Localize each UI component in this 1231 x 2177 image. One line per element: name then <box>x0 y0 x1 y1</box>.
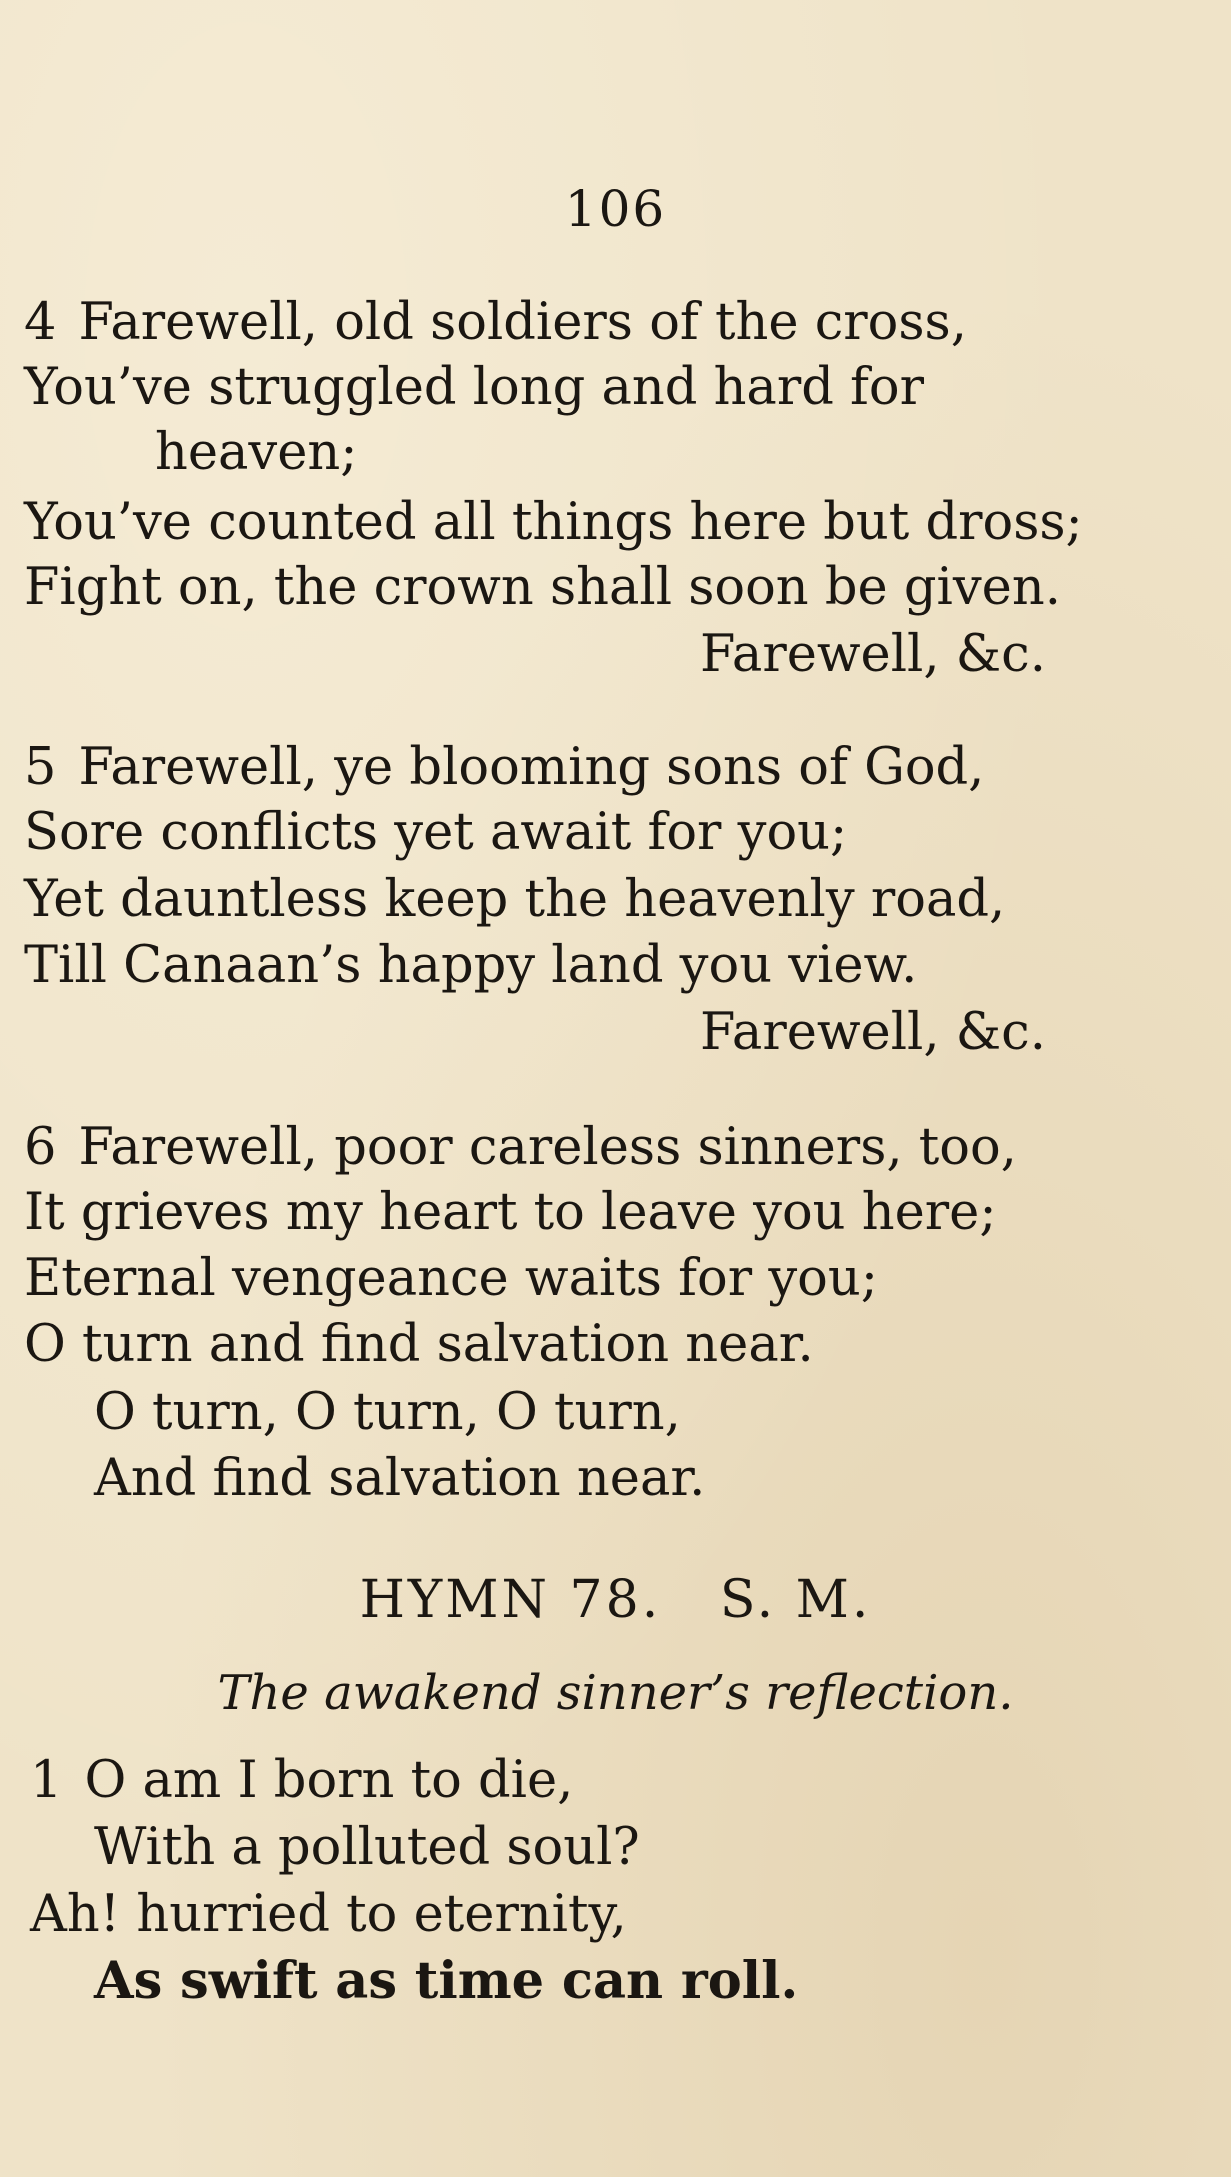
stanza-6-line-4: O turn and find salvation near. <box>24 1315 814 1374</box>
stanza-6-line-6: And find salvation near. <box>94 1449 706 1508</box>
stanza-6-line-5: O turn, O turn, O turn, <box>94 1383 681 1442</box>
hymn-78-line-4: As swift as time can roll. <box>94 1951 799 2011</box>
hymn-78-line-3: Ah! hurried to eternity, <box>30 1885 627 1944</box>
stanza-6-line-1: 6 Farewell, poor careless sinners, too, <box>24 1115 1017 1181</box>
hymn-78-line-1: 1 O am I born to die, <box>30 1748 573 1814</box>
stanza-5-line-1: 5 Farewell, ye blooming sons of God, <box>24 735 984 801</box>
stanza-4-line-2: You’ve struggled long and hard for <box>24 358 925 417</box>
page-number: 106 <box>564 180 667 238</box>
stanza-5-refrain: Farewell, &c. <box>700 1003 1046 1062</box>
stanza-number: 6 <box>24 1118 57 1177</box>
stanza-5-line-4: Till Canaan’s happy land you view. <box>24 936 918 995</box>
stanza-4-line-3: heaven; <box>155 423 358 482</box>
stanza-4-line-5: Fight on, the crown shall soon be given. <box>24 558 1061 617</box>
hymn-78-line-2: With a polluted soul? <box>94 1818 640 1877</box>
hymn-subtitle: The awakend sinner’s reflection. <box>217 1665 1014 1721</box>
stanza-5-line-2: Sore conflicts yet await for you; <box>24 803 848 862</box>
hymn-title: HYMN 78. S. M. <box>359 1570 872 1630</box>
stanza-6-line-2: It grieves my heart to leave you here; <box>24 1183 997 1242</box>
stanza-4-line-1: 4 Farewell, old soldiers of the cross, <box>24 290 967 356</box>
stanza-4-line-4: You’ve counted all things here but dross; <box>24 493 1083 552</box>
stanza-number: 5 <box>24 738 57 797</box>
stanza-number: 1 <box>30 1751 63 1810</box>
stanza-6-line-3: Eternal vengeance waits for you; <box>24 1249 878 1308</box>
stanza-4-refrain: Farewell, &c. <box>700 625 1046 684</box>
stanza-number: 4 <box>24 293 57 352</box>
stanza-5-line-3: Yet dauntless keep the heavenly road, <box>24 870 1006 929</box>
